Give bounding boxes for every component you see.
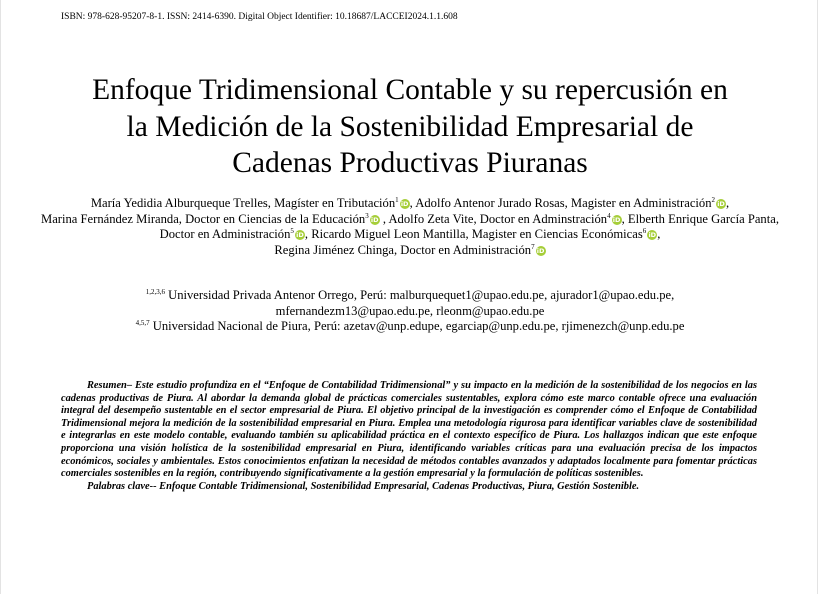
title-line: Enfoque Tridimensional Contable y su repercusión en [92,74,728,106]
keywords-text: Palabras clave-- Enfoque Contable Tridimensional, Sostenibilidad Empresarial, Cadenas Productivas, Piura, Gestión Sostenible. [87,480,640,492]
orcid-icon[interactable]: iD [717,200,725,208]
orcid-icon[interactable]: iD [400,200,409,208]
affiliation-numbers: 1,2,3,6 [145,288,165,296]
orcid-icon[interactable]: iD [612,215,621,224]
orcid-icon[interactable]: iD [536,246,545,255]
affiliation-numbers: 4,5,7 [135,319,150,327]
author-name: Regina Jiménez Chinga, Doctor en Administración [274,242,532,257]
author-affiliation-number: 7 [531,242,535,251]
author-name: Marina Fernández Miranda, Doctor en Ciencias de la Educación [41,211,366,226]
author-name: Adolfo Zeta Vite, Doctor en Adminstración [388,211,608,226]
affiliation-block [61,288,759,335]
author-affiliation-number: 3 [365,211,369,220]
orcid-icon[interactable]: iD [648,231,657,240]
author-affiliation-number: 2 [711,196,716,204]
affiliation-line [61,288,759,304]
identifier-line: ISBN: 978-628-95207-8-1. ISSN: 2414-6390. Digital Object Identifier: 10.18687/LACCEI2024.1.1.608 [61,12,458,22]
orcid-icon[interactable]: iD [370,215,379,224]
author-affiliation-number: 6 [642,227,647,236]
affiliation-continuation: mfernandezm13@upao.edu.pe, rleonm@upao.edu.pe [275,303,545,318]
author-list: María Yedidia Alburqueque Trelles, Magíster en Tributación$^1$ iD, Adolfo Antenor Jurado Rosas, Magister en Administración$^2$ iD, Marina Fernández Miranda, Doctor en Ciencias de la Educación$^3$ iD , Adolfo Zeta Vite, Doctor en Adminstración$^4$ iD, Elberth Enrique García Panta, Doctor en Administración$^5$ iD, Ricardo Miguel Leon Mantilla, Magister en Ciencias Económicas$^6$ iD, Regina Jiménez Chinga, Doctor en Administración$^7$ iD [41,196,779,257]
author-affiliation-number: 4 [607,211,611,220]
affiliation-text: Universidad Nacional de Piura, Perú: azetav@unp.edupe, egarciap@unp.edu.pe, rjimenezch@unp.edu.pe [152,319,685,333]
abstract-section [61,380,757,493]
author-name: Elberth Enrique García Panta, Doctor en Administración [159,211,779,242]
abstract-text: Resumen– Este estudio profundiza en el “Enfoque de Contabilidad Tridimensional” y su impacto en la medición de la sostenibilidad de los negocios en las cadenas productivas de Piura. Al abordar la demanda global de prácticas comerciales sustentables, explora cómo este marco contable ofrece una evaluación integral del desempeño sustentable en el sector empresarial de Piura. El objetivo principal de la investigación es comprender cómo el Enfoque de Contabilidad Tridimensional mejora la medición de la sostenibilidad empresarial en Piura. Emplea una metodología rigurosa para identificar variables clave de sostenibilidad e integrarlas en este modelo contable, evaluando también su aplicabilidad práctica en el contexto específico de Piura. Los hallazgos indican que este enfoque proporciona una visión holística de la sostenibilidad empresarial en Piura, identificando variables críticas para una evaluación precisa de los impactos económicos, sociales y ambientales. Estos conocimientos enfatizan la necesidad de métodos contables avanzados y adaptados localmente para fomentar prácticas comerciales sostenibles en la región, contribuyendo significativamente a la gestión empresarial y la formulación de políticas sostenibles. [61,380,757,480]
author-affiliation-number: 1 [395,196,399,204]
orcid-icon[interactable]: iD [296,231,304,240]
title-line: Cadenas Productivas Piuranas [232,147,588,179]
paper-title [41,72,779,182]
affiliation-line [61,319,759,335]
title-line: la Medición de la Sostenibilidad Empresarial de [126,110,694,143]
author-name: Ricardo Miguel Leon Mantilla, Magister en Ciencias Económicas [311,227,643,242]
author-name: Adolfo Antenor Jurado Rosas, Magister en Administración [415,196,712,210]
affiliation-text: Universidad Privada Antenor Orrego, Perú: malburquequet1@upao.edu.pe, ajurador1@upao.edu.pe, [168,288,675,302]
author-name: María Yedidia Alburqueque Trelles, Magíster en Tributación [90,196,396,210]
author-affiliation-number: 5 [290,227,294,236]
